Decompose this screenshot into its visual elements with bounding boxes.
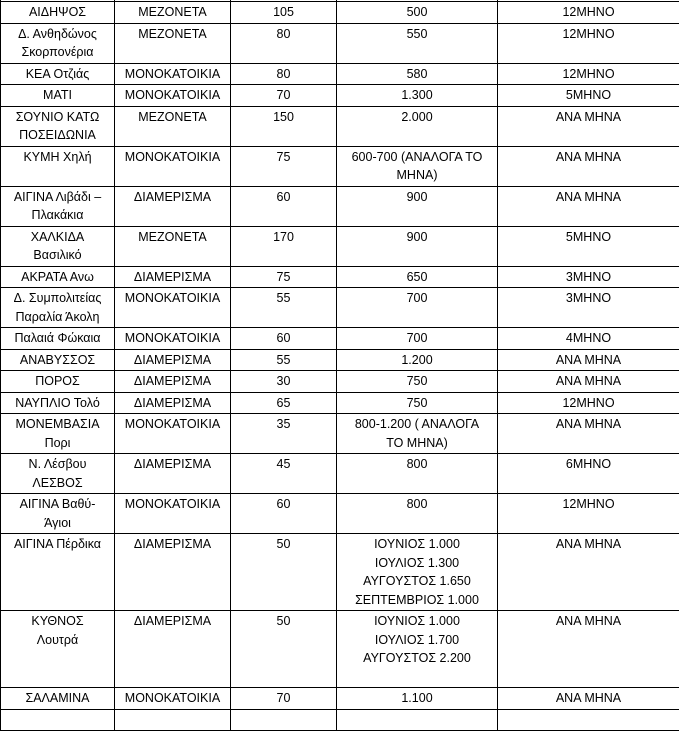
cell-line: ΙΟΥΝΙΟΣ 1.000 <box>341 535 493 554</box>
duration-cell: ΑΝΑ ΜΗΝΑ <box>498 349 679 371</box>
duration-cell: ΑΝΑ ΜΗΝΑ <box>498 611 679 688</box>
area-cell <box>1 288 115 328</box>
cell-line: ΛΕΣΒΟΣ <box>5 474 110 493</box>
cell-line: ΚΕΑ Οτζιάς <box>5 65 110 84</box>
sqm-cell: 50 <box>231 534 337 611</box>
table-row <box>1 494 679 534</box>
type-cell: ΔΙΑΜΕΡΙΣΜΑ <box>115 186 231 226</box>
cell-line: 550 <box>341 25 493 44</box>
type-cell: ΜΟΝΟΚΑΤΟΙΚΙΑ <box>115 288 231 328</box>
table-row <box>1 328 679 350</box>
type-cell: ΜΟΝΟΚΑΤΟΙΚΙΑ <box>115 146 231 186</box>
sqm-cell: 75 <box>231 146 337 186</box>
price-cell <box>337 688 498 710</box>
area-cell <box>1 186 115 226</box>
price-cell <box>337 2 498 24</box>
type-cell: ΔΙΑΜΕΡΙΣΜΑ <box>115 371 231 393</box>
cell-line: 700 <box>341 329 493 348</box>
price-cell <box>337 23 498 63</box>
type-cell <box>115 709 231 731</box>
type-cell: ΜΕΖΟΝΕΤΑ <box>115 2 231 24</box>
table-row <box>1 146 679 186</box>
cell-line: ΝΑΥΠΛΙΟ Τολό <box>5 394 110 413</box>
cell-line: 650 <box>341 268 493 287</box>
rentals-table-body <box>1 0 679 731</box>
type-cell: ΔΙΑΜΕΡΙΣΜΑ <box>115 392 231 414</box>
cell-line: ΑΥΓΟΥΣΤΟΣ 2.200 <box>341 649 493 668</box>
duration-cell: 5ΜΗΝΟ <box>498 226 679 266</box>
cell-line: Παραλία Άκολη <box>5 308 110 327</box>
table-row <box>1 709 679 731</box>
cell-line: ΠΟΡΟΣ <box>5 372 110 391</box>
cell-line <box>341 668 493 687</box>
cell-line: 800-1.200 ( ΑΝΑΛΟΓΑ <box>341 415 493 434</box>
table-row <box>1 611 679 688</box>
type-cell: ΜΟΝΟΚΑΤΟΙΚΙΑ <box>115 494 231 534</box>
cell-line: ΤΟ ΜΗΝΑ) <box>341 434 493 453</box>
duration-cell: ΑΝΑ ΜΗΝΑ <box>498 186 679 226</box>
cell-line: Ν. Λέσβου <box>5 455 110 474</box>
table-row <box>1 106 679 146</box>
cell-line: ΑΙΓΙΝΑ Πέρδικα <box>5 535 110 554</box>
table-row <box>1 266 679 288</box>
area-cell <box>1 709 115 731</box>
price-cell <box>337 226 498 266</box>
cell-line: ΣΕΠΤΕΜΒΡΙΟΣ 1.000 <box>341 591 493 610</box>
cell-line: Παλαιά Φώκαια <box>5 329 110 348</box>
area-cell <box>1 611 115 688</box>
cell-line: 1.100 <box>341 689 493 708</box>
duration-cell: ΑΝΑ ΜΗΝΑ <box>498 534 679 611</box>
sqm-cell: 60 <box>231 328 337 350</box>
cell-line: Άγιοι <box>5 514 110 533</box>
duration-cell: 12ΜΗΝΟ <box>498 23 679 63</box>
cell-line: 750 <box>341 394 493 413</box>
area-cell <box>1 85 115 107</box>
cell-line: ΜΟΝΕΜΒΑΣΙΑ <box>5 415 110 434</box>
type-cell: ΔΙΑΜΕΡΙΣΜΑ <box>115 349 231 371</box>
area-cell <box>1 328 115 350</box>
cell-line: ΙΟΥΛΙΟΣ 1.700 <box>341 631 493 650</box>
price-cell <box>337 349 498 371</box>
cell-line: ΙΟΥΝΙΟΣ 1.000 <box>341 612 493 631</box>
cell-line <box>5 711 110 730</box>
table-row <box>1 23 679 63</box>
duration-cell: 6ΜΗΝΟ <box>498 454 679 494</box>
cell-line: ΚΥΜΗ Χηλή <box>5 148 110 167</box>
duration-cell: ΑΝΑ ΜΗΝΑ <box>498 106 679 146</box>
cell-line: 900 <box>341 228 493 247</box>
type-cell: ΔΙΑΜΕΡΙΣΜΑ <box>115 454 231 494</box>
price-cell <box>337 63 498 85</box>
sqm-cell: 80 <box>231 63 337 85</box>
sqm-cell: 150 <box>231 106 337 146</box>
sqm-cell: 65 <box>231 392 337 414</box>
price-cell <box>337 288 498 328</box>
sqm-cell: 45 <box>231 454 337 494</box>
area-cell <box>1 226 115 266</box>
cell-line: 600-700 (ΑΝΑΛΟΓΑ ΤΟ <box>341 148 493 167</box>
duration-cell: ΑΝΑ ΜΗΝΑ <box>498 146 679 186</box>
duration-cell: 5ΜΗΝΟ <box>498 85 679 107</box>
sqm-cell: 80 <box>231 23 337 63</box>
type-cell: ΜΟΝΟΚΑΤΟΙΚΙΑ <box>115 328 231 350</box>
area-cell <box>1 266 115 288</box>
sqm-cell: 60 <box>231 186 337 226</box>
type-cell: ΔΙΑΜΕΡΙΣΜΑ <box>115 266 231 288</box>
type-cell: ΜΟΝΟΚΑΤΟΙΚΙΑ <box>115 688 231 710</box>
price-cell <box>337 186 498 226</box>
table-row <box>1 226 679 266</box>
cell-line: ΑΙΔΗΨΟΣ <box>5 3 110 22</box>
table-row <box>1 349 679 371</box>
cell-line: 800 <box>341 455 493 474</box>
duration-cell: ΑΝΑ ΜΗΝΑ <box>498 371 679 393</box>
duration-cell: ΑΝΑ ΜΗΝΑ <box>498 688 679 710</box>
cell-line: Πλακάκια <box>5 206 110 225</box>
cell-line: 1.200 <box>341 351 493 370</box>
area-cell <box>1 454 115 494</box>
area-cell <box>1 414 115 454</box>
sqm-cell: 75 <box>231 266 337 288</box>
cell-line: ΑΙΓΙΝΑ Βαθύ- <box>5 495 110 514</box>
sqm-cell <box>231 709 337 731</box>
area-cell <box>1 349 115 371</box>
cell-line: 700 <box>341 289 493 308</box>
sqm-cell: 70 <box>231 85 337 107</box>
duration-cell: 12ΜΗΝΟ <box>498 63 679 85</box>
cell-line: ΣΑΛΑΜΙΝΑ <box>5 689 110 708</box>
duration-cell: 4ΜΗΝΟ <box>498 328 679 350</box>
cell-line: Πορι <box>5 434 110 453</box>
cell-line: 1.300 <box>341 86 493 105</box>
table-row <box>1 85 679 107</box>
sqm-cell: 170 <box>231 226 337 266</box>
price-cell <box>337 106 498 146</box>
cell-line: ΑΥΓΟΥΣΤΟΣ 1.650 <box>341 572 493 591</box>
duration-cell: 12ΜΗΝΟ <box>498 2 679 24</box>
table-row <box>1 2 679 24</box>
price-cell <box>337 414 498 454</box>
type-cell: ΜΟΝΟΚΑΤΟΙΚΙΑ <box>115 414 231 454</box>
area-cell <box>1 106 115 146</box>
area-cell <box>1 392 115 414</box>
area-cell <box>1 371 115 393</box>
area-cell <box>1 2 115 24</box>
type-cell: ΜΕΖΟΝΕΤΑ <box>115 23 231 63</box>
cell-line: Δ. Ανθηδώνος <box>5 25 110 44</box>
duration-cell: ΑΝΑ ΜΗΝΑ <box>498 414 679 454</box>
price-cell <box>337 85 498 107</box>
sqm-cell: 105 <box>231 2 337 24</box>
cell-line: Σκορπονέρια <box>5 43 110 62</box>
cell-line: ΧΑΛΚΙΔΑ <box>5 228 110 247</box>
cell-line: 800 <box>341 495 493 514</box>
type-cell: ΜΕΖΟΝΕΤΑ <box>115 226 231 266</box>
cell-line: ΜΗΝΑ) <box>341 166 493 185</box>
cell-line: 750 <box>341 372 493 391</box>
price-cell <box>337 146 498 186</box>
table-row <box>1 688 679 710</box>
type-cell: ΔΙΑΜΕΡΙΣΜΑ <box>115 534 231 611</box>
table-row <box>1 186 679 226</box>
price-cell <box>337 611 498 688</box>
table-row <box>1 288 679 328</box>
cell-line: ΑΙΓΙΝΑ Λιβάδι – <box>5 188 110 207</box>
area-cell <box>1 688 115 710</box>
duration-cell: 12ΜΗΝΟ <box>498 494 679 534</box>
duration-cell: 3ΜΗΝΟ <box>498 266 679 288</box>
cell-line: ΣΟΥΝΙΟ ΚΑΤΩ <box>5 108 110 127</box>
table-row <box>1 392 679 414</box>
sqm-cell: 50 <box>231 611 337 688</box>
cell-line: 2.000 <box>341 108 493 127</box>
area-cell <box>1 23 115 63</box>
type-cell: ΜΟΝΟΚΑΤΟΙΚΙΑ <box>115 63 231 85</box>
cell-line: ΙΟΥΛΙΟΣ 1.300 <box>341 554 493 573</box>
price-cell <box>337 371 498 393</box>
area-cell <box>1 494 115 534</box>
table-row <box>1 534 679 611</box>
cell-line: ΜΑΤΙ <box>5 86 110 105</box>
cell-line <box>341 711 493 730</box>
cell-line: 500 <box>341 3 493 22</box>
cell-line: 900 <box>341 188 493 207</box>
area-cell <box>1 146 115 186</box>
cell-line: ΑΚΡΑΤΑ Ανω <box>5 268 110 287</box>
price-cell <box>337 328 498 350</box>
duration-cell <box>498 709 679 731</box>
sqm-cell: 55 <box>231 288 337 328</box>
price-cell <box>337 454 498 494</box>
cell-line: Λουτρά <box>5 631 110 650</box>
cell-line: Δ. Συμπολιτείας <box>5 289 110 308</box>
sqm-cell: 35 <box>231 414 337 454</box>
sqm-cell: 70 <box>231 688 337 710</box>
cell-line: 580 <box>341 65 493 84</box>
type-cell: ΜΟΝΟΚΑΤΟΙΚΙΑ <box>115 85 231 107</box>
area-cell <box>1 534 115 611</box>
table-row <box>1 371 679 393</box>
duration-cell: 3ΜΗΝΟ <box>498 288 679 328</box>
table-row <box>1 414 679 454</box>
table-row <box>1 454 679 494</box>
table-row <box>1 63 679 85</box>
cell-line: Βασιλικό <box>5 246 110 265</box>
sqm-cell: 30 <box>231 371 337 393</box>
cell-line: ΚΥΘΝΟΣ <box>5 612 110 631</box>
sqm-cell: 55 <box>231 349 337 371</box>
area-cell <box>1 63 115 85</box>
price-cell <box>337 494 498 534</box>
cell-line: ΑΝΑΒΥΣΣΟΣ <box>5 351 110 370</box>
price-cell <box>337 709 498 731</box>
price-cell <box>337 392 498 414</box>
price-cell <box>337 266 498 288</box>
type-cell: ΔΙΑΜΕΡΙΣΜΑ <box>115 611 231 688</box>
type-cell: ΜΕΖΟΝΕΤΑ <box>115 106 231 146</box>
duration-cell: 12ΜΗΝΟ <box>498 392 679 414</box>
sqm-cell: 60 <box>231 494 337 534</box>
price-cell <box>337 534 498 611</box>
cell-line: ΠΟΣΕΙΔΩΝΙΑ <box>5 126 110 145</box>
